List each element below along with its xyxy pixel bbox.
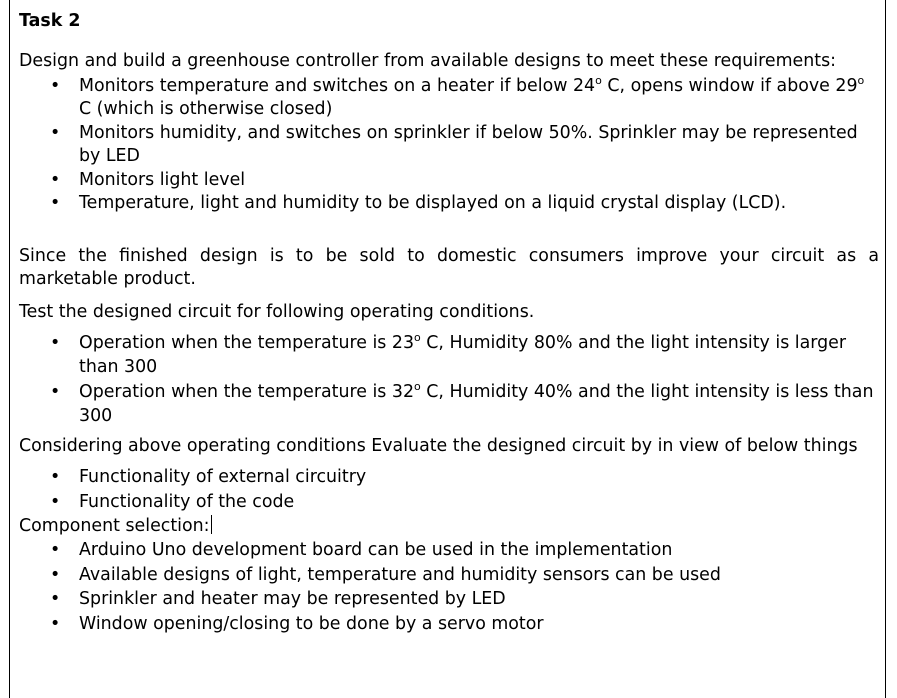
evaluate-item-text: Functionality of external circuitry — [79, 466, 367, 487]
component-text: Arduino Uno development board can be used in the implementation — [79, 540, 673, 560]
bullet-icon: • — [50, 75, 61, 96]
bullet-icon: • — [50, 382, 61, 402]
requirement-text: Temperature, light and humidity to be displayed on a liquid crystal display (LCD). — [79, 193, 787, 213]
list-item — [19, 588, 879, 612]
list-item — [19, 192, 879, 216]
bullet-icon: • — [50, 613, 61, 634]
condition-text: C, Humidity 40% and the light intensity is less than 300 — [79, 382, 874, 426]
condition-text: Operation when the temperature is 32 — [79, 382, 415, 402]
bullet-icon: • — [50, 466, 61, 487]
bullet-icon: • — [50, 333, 61, 353]
list-item — [19, 169, 879, 193]
bullet-icon: • — [50, 492, 61, 512]
bullet-icon: • — [50, 122, 61, 143]
degree-mark: o — [857, 73, 865, 87]
conditions-list — [19, 332, 879, 428]
list-item — [19, 332, 879, 379]
evaluate-item-text: Functionality of the code — [79, 492, 295, 512]
condition-text: Operation when the temperature is 23 — [79, 333, 415, 353]
requirement-text: Monitors temperature and switches on a heater if below 24 — [79, 75, 596, 96]
list-item — [19, 466, 879, 490]
component-text: Window opening/closing to be done by a servo motor — [79, 613, 544, 634]
component-heading — [19, 515, 879, 539]
degree-mark: o — [414, 331, 421, 344]
requirement-text: Monitors light level — [79, 169, 246, 190]
requirement-text: Monitors humidity, and switches on sprinkler if below 50%. Sprinkler may be represented by LED — [79, 122, 858, 166]
requirement-text: C (which is otherwise closed) — [79, 99, 333, 119]
component-heading-text: Component selection: — [19, 515, 210, 536]
task-title: Task 2 — [19, 11, 81, 31]
bullet-icon: • — [50, 564, 61, 585]
component-text: Sprinkler and heater may be represented by LED — [79, 589, 506, 609]
list-item — [19, 75, 879, 122]
condition-text: C, Humidity 80% and the light intensity is larger than 300 — [79, 333, 847, 377]
evaluate-paragraph: Considering above operating conditions Evaluate the designed circuit by in view of below things — [19, 436, 858, 456]
requirements-list — [19, 75, 879, 216]
document-body[interactable] — [19, 8, 879, 636]
bullet-icon: • — [50, 540, 61, 560]
text-cursor — [211, 515, 212, 534]
intro-paragraph: Design and build a greenhouse controller from available designs to meet these requirements: — [19, 51, 837, 71]
list-item — [19, 491, 879, 515]
degree-mark: o — [414, 380, 421, 393]
list-item — [19, 564, 879, 588]
degree-mark: o — [595, 73, 602, 87]
test-intro-paragraph: Test the designed circuit for following operating conditions. — [19, 301, 535, 322]
component-text: Available designs of light, temperature and humidity sensors can be used — [79, 564, 721, 585]
bullet-icon: • — [50, 589, 61, 609]
bullet-icon: • — [50, 169, 61, 190]
evaluate-list — [19, 466, 879, 515]
list-item — [19, 122, 879, 169]
requirement-text: C, opens window if above 29 — [601, 75, 858, 96]
list-item — [19, 539, 879, 563]
list-item — [19, 613, 879, 637]
bullet-icon: • — [50, 193, 61, 213]
marketable-paragraph: Since the finished design is to be sold to domestic consumers improve your circuit as a marketable product. — [19, 245, 879, 289]
components-list — [19, 539, 879, 636]
list-item — [19, 381, 879, 428]
